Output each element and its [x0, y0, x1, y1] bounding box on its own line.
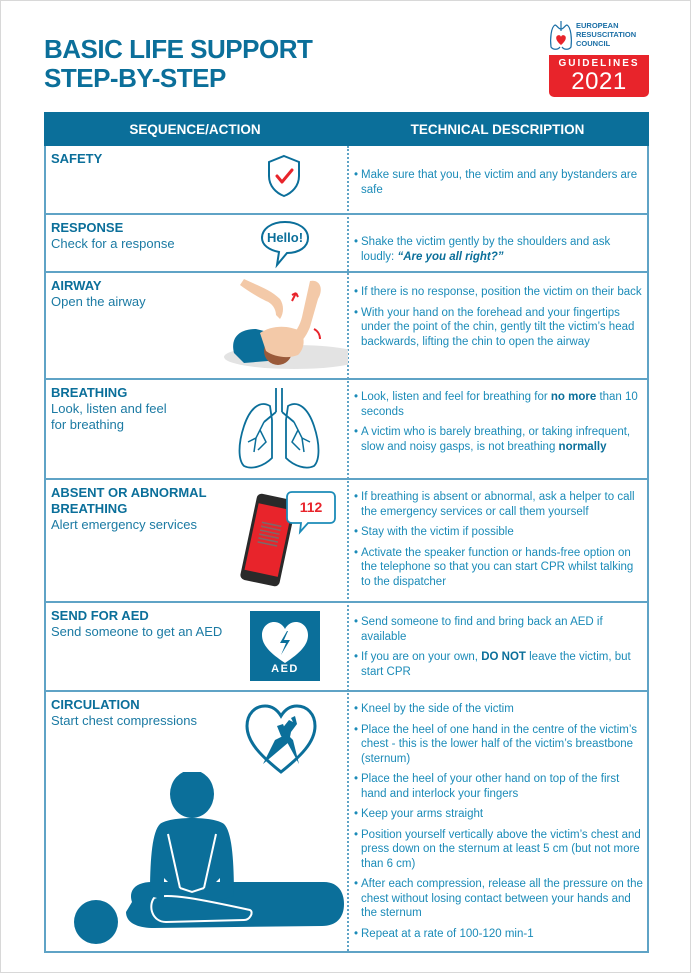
table-row-airway — [46, 271, 647, 378]
head-tilt-chin-lift-illustration — [214, 275, 348, 375]
step-subheading: Look, listen and feel for breathing — [51, 401, 167, 432]
step-heading: SAFETY — [51, 151, 103, 166]
table-row-send-aed — [46, 601, 647, 690]
step-heading: RESPONSE — [51, 220, 124, 235]
header-technical-description: TECHNICAL DESCRIPTION — [410, 122, 585, 137]
description-bullet: • Send someone to find and bring back an AED if available — [354, 615, 644, 644]
logo-org-line-3: COUNCIL — [576, 39, 611, 48]
lungs-heart-logo-icon — [549, 19, 573, 53]
step-heading: CIRCULATION — [51, 697, 140, 712]
description-bullet: • If breathing is absent or abnormal, ask a helper to call the emergency services or call them yourself — [354, 490, 644, 519]
description-bullet: • If there is no response, position the victim on their back — [354, 285, 644, 300]
step-heading: BREATHING — [51, 385, 128, 400]
phone-112-icon — [238, 486, 338, 590]
page-title — [44, 35, 312, 93]
step-subheading: Check for a response — [51, 236, 175, 251]
heart-hands-icon — [243, 702, 319, 776]
description-bullet: • If you are on your own, DO NOT leave the victim, but start CPR — [354, 650, 644, 679]
erc-logo — [549, 19, 649, 97]
hello-text: Hello! — [266, 230, 304, 245]
step-heading: ABSENT OR ABNORMAL BREATHING — [51, 485, 207, 516]
step-subheading: Send someone to get an AED — [51, 624, 223, 639]
step-subheading: Open the airway — [51, 294, 146, 309]
logo-org-line-1: EUROPEAN — [576, 21, 619, 30]
table-header — [44, 112, 649, 146]
bls-steps-table — [44, 112, 649, 953]
title-line-2: STEP-BY-STEP — [44, 63, 226, 93]
guidelines-label: GUIDELINES — [558, 58, 640, 69]
description-bullet: • Stay with the victim if possible — [354, 525, 644, 540]
speech-bubble-hello-icon — [259, 219, 311, 269]
shield-check-icon — [266, 154, 302, 198]
table-row-safety — [46, 146, 647, 213]
description-bullet: • Look, listen and feel for breathing for no more than 10 seconds — [354, 390, 644, 419]
description-bullet: • After each compression, release all the pressure on the chest without losing contact between your hands and the sternum — [354, 877, 644, 921]
table-row-response — [46, 213, 647, 271]
step-subheading: Start chest compressions — [51, 713, 197, 728]
table-row-breathing — [46, 378, 647, 478]
table-row-absent-breathing — [46, 478, 647, 601]
description-bullet: • A victim who is barely breathing, or taking infrequent, slow and noisy gasps, is not breathing normally — [354, 425, 644, 454]
cpr-compression-illustration — [74, 772, 344, 952]
guidelines-badge — [549, 55, 649, 97]
description-bullet: • Activate the speaker function or hands-free option on the telephone so that you can start CPR whilst talking to the dispatcher — [354, 546, 644, 590]
description-bullet: • Place the heel of one hand in the centre of the victim’s chest - this is the lower half of the victim’s breastbone (sternum) — [354, 723, 644, 767]
description-bullet: • With your hand on the forehead and your fingertips under the point of the chin, gently tilt the victim’s head backwards, lifting the chin to open the airway — [354, 306, 644, 350]
aed-icon — [250, 611, 320, 681]
guidelines-year: 2021 — [571, 68, 627, 95]
description-bullet: • Make sure that you, the victim and any bystanders are safe — [354, 168, 644, 197]
description-bullet: • Shake the victim gently by the shoulders and ask loudly: “Are you all right?” — [354, 235, 644, 264]
description-bullet: • Kneel by the side of the victim — [354, 702, 644, 717]
header-sequence-action: SEQUENCE/ACTION — [129, 122, 261, 137]
description-bullet: • Repeat at a rate of 100-120 min-1 — [354, 927, 644, 942]
logo-org-line-2: RESUSCITATION — [576, 30, 637, 39]
aed-label: AED — [271, 663, 299, 675]
description-bullet: • Keep your arms straight — [354, 807, 644, 822]
description-bullet: • Place the heel of your other hand on top of the first hand and interlock your fingers — [354, 772, 644, 801]
title-line-1: BASIC LIFE SUPPORT — [44, 34, 313, 64]
step-subheading: Alert emergency services — [51, 517, 197, 532]
table-row-circulation — [46, 690, 647, 951]
step-heading: SEND FOR AED — [51, 608, 149, 623]
lungs-icon — [234, 386, 324, 472]
emergency-number-text: 112 — [299, 499, 323, 515]
description-bullet: • Position yourself vertically above the victim’s chest and press down on the sternum at least 5 cm (but not more than 6 cm) — [354, 828, 644, 872]
step-heading: AIRWAY — [51, 278, 102, 293]
